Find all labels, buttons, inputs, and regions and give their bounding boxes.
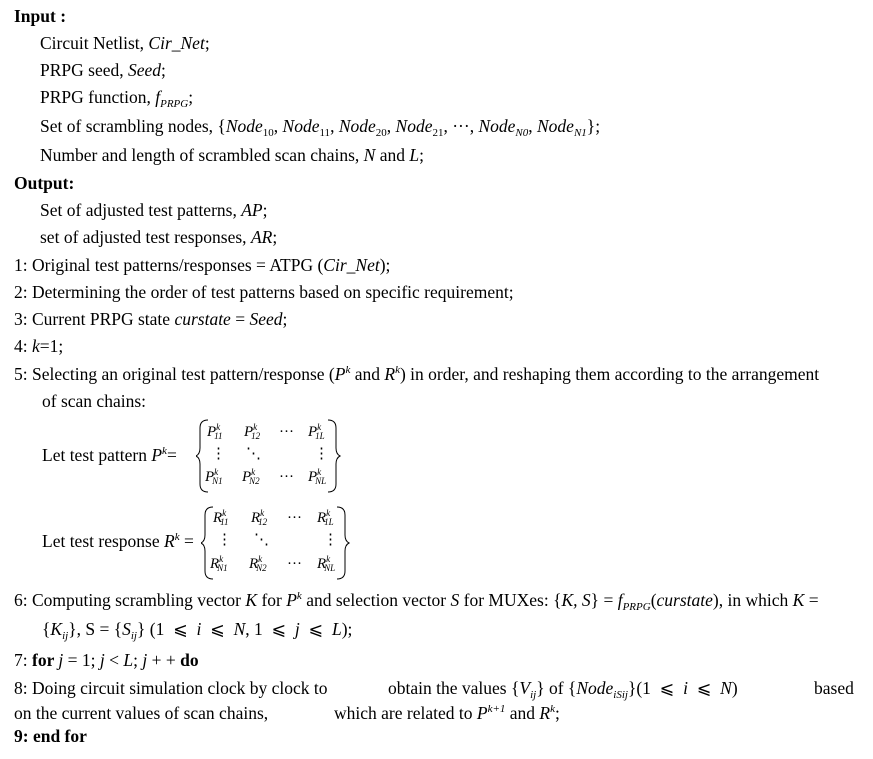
pattern-cell-11: $P^k_{11}$ — [207, 422, 223, 441]
response-hdots-top: ··· — [287, 510, 302, 526]
step-4: 4: k=1; — [14, 336, 64, 356]
step-1: 1: Original test patterns/responses = ATPG (Cir_Net); — [14, 255, 391, 275]
response-cell-N1: $R^k_{N1}$ — [210, 554, 228, 573]
pattern-vdots-left: ⋮ — [211, 446, 226, 462]
pattern-vdots-right: ⋮ — [314, 446, 329, 462]
response-cell-NL: $R^k_{NL}$ — [317, 554, 336, 573]
step-5-continued: of scan chains: — [42, 391, 146, 411]
pattern-cell-NL: $P^k_{NL}$ — [308, 467, 327, 486]
pattern-cell-N1: $P^k_{N1}$ — [205, 467, 223, 486]
input-item-chains: Number and length of scrambled scan chains, N and L; — [40, 145, 424, 165]
pattern-cell-12: $P^k_{12}$ — [244, 422, 261, 441]
step-8-continued-2: which are related to $P^{k+1}$ and $R^k$; — [334, 703, 560, 723]
input-heading: Input : — [14, 6, 67, 26]
step-5: 5: Selecting an original test pattern/response ($P^k$ and $R^k$) in order, and reshaping them according to the arrangement — [14, 364, 820, 384]
step-8-based: based — [814, 678, 854, 698]
step-8-continued-1: on the current values of scan chains, — [14, 703, 269, 723]
pattern-cell-1L: $P^k_{1L}$ — [308, 422, 325, 441]
output-heading: Output: — [14, 173, 75, 193]
input-item-seed: PRPG seed, Seed; — [40, 60, 166, 80]
pattern-ddots: ⋱ — [246, 446, 261, 462]
input-item-netlist: Circuit Netlist, Cir_Net; — [40, 33, 210, 53]
step-6: 6: Computing scrambling vector K for $P^k$ and selection vector S for MUXes: {K, $S\} = f_{PRPG}(curstate)$, in which K = — [14, 590, 819, 613]
response-cell-1L: $R^k_{1L}$ — [317, 508, 334, 527]
pattern-hdots-bottom: ··· — [279, 469, 294, 485]
response-cell-12: $R^k_{12}$ — [251, 508, 268, 527]
response-cell-N2: $R^k_{N2}$ — [249, 554, 267, 573]
step-8-values: obtain the values $\{V_{ij}\}$ of {Node$_{iSij}$}(1 ⩽ i ⩽ N) — [388, 678, 738, 701]
response-hdots-bottom: ··· — [287, 556, 302, 572]
response-label: Let test response $R^k$ = — [42, 531, 194, 551]
input-item-nodes: Set of scrambling nodes, {Node$_{10}$, Node$_{11}$, Node$_{20}$, Node$_{21}$, ···, Node$_{N0}$, Node$_{N1}$}; — [40, 116, 601, 139]
pattern-hdots-top: ··· — [279, 424, 294, 440]
response-ddots: ⋱ — [254, 532, 269, 548]
response-vdots-left: ⋮ — [217, 532, 232, 548]
input-item-function: PRPG function, $f_{PRPG}$; — [40, 87, 194, 110]
output-item-ap: Set of adjusted test patterns, AP; — [40, 200, 268, 220]
step-3: 3: Current PRPG state curstate = Seed; — [14, 309, 288, 329]
response-cell-11: $R^k_{11}$ — [213, 508, 229, 527]
step-7: 7: for j = 1; j < L; j + + do — [14, 650, 199, 670]
response-vdots-right: ⋮ — [323, 532, 338, 548]
step-2: 2: Determining the order of test patterns based on specific requirement; — [14, 282, 514, 302]
pattern-label: Let test pattern $P^k=$ — [42, 445, 177, 465]
step-6-continued: $\{K_{ij}\}$, $S = \{S_{ij}\}$ (1 ⩽ i ⩽ N, 1 ⩽ j ⩽ L); — [42, 619, 353, 642]
pattern-cell-N2: $P^k_{N2}$ — [242, 467, 260, 486]
step-9: 9: end for — [14, 726, 87, 746]
step-8: 8: Doing circuit simulation clock by clock to — [14, 678, 328, 698]
output-item-ar: set of adjusted test responses, AR; — [40, 227, 278, 247]
